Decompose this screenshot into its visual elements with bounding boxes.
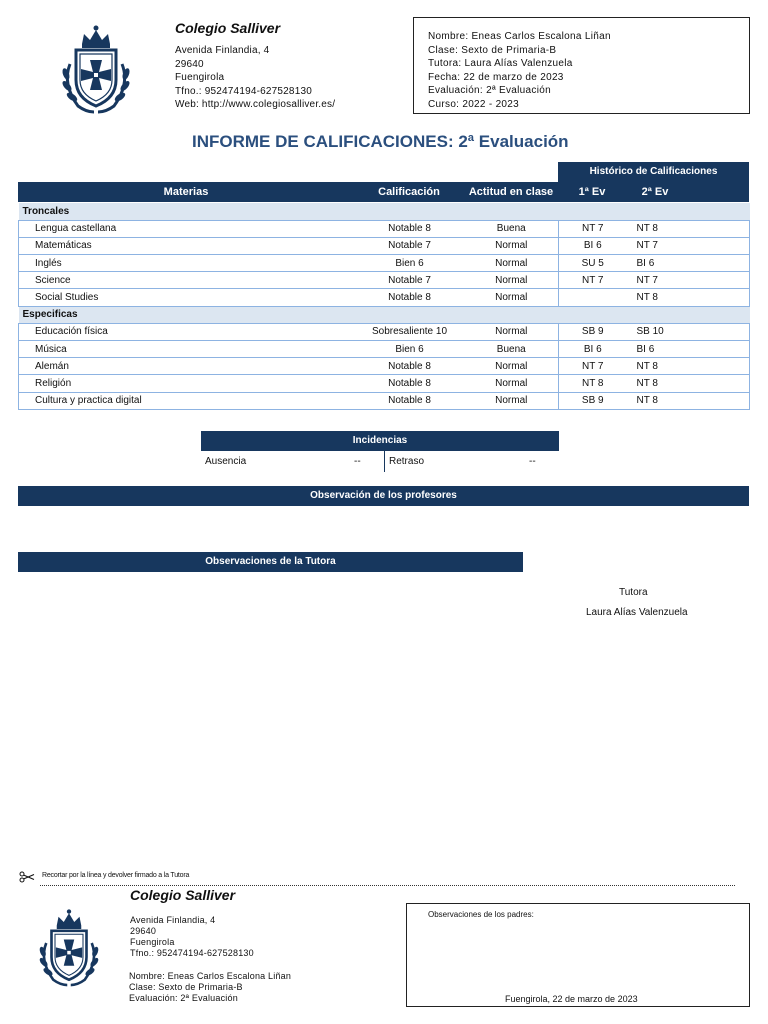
delay-value: -- <box>529 456 536 467</box>
table-row <box>19 375 750 392</box>
table-row <box>19 220 750 237</box>
slip-student-name: Nombre: Eneas Carlos Escalona Liñan <box>129 971 292 981</box>
report-date: Fecha: 22 de marzo de 2023 <box>428 71 564 83</box>
school-city: Fuengirola <box>175 72 225 83</box>
ev2-cell: BI 6 <box>627 341 750 358</box>
grade-cell: Bien 6 <box>355 255 465 272</box>
table-row <box>19 323 750 340</box>
parents-observations-box[interactable] <box>406 903 750 1007</box>
table-row <box>19 358 750 375</box>
slip-phone: Tfno.: 952474194-627528130 <box>130 948 254 958</box>
attitude-cell: Normal <box>465 237 559 254</box>
ev2-cell: NT 8 <box>627 358 750 375</box>
ev2-cell: NT 8 <box>627 375 750 392</box>
subject-cell: Lengua castellana <box>19 220 355 237</box>
school-phone: Tfno.: 952474194-627528130 <box>175 85 312 97</box>
cut-line <box>40 885 735 886</box>
grades-table-header <box>18 182 749 202</box>
ev1-cell: SB 9 <box>559 392 627 409</box>
ev1-cell <box>559 289 627 306</box>
slip-postal-code: 29640 <box>130 926 157 936</box>
grade-cell: Notable 8 <box>355 375 465 392</box>
grade-cell: Notable 8 <box>355 358 465 375</box>
subject-cell: Cultura y practica digital <box>19 392 355 409</box>
section-row <box>19 306 750 323</box>
ev2-cell: NT 8 <box>627 289 750 306</box>
student-info-box <box>413 17 750 114</box>
grade-cell: Bien 6 <box>355 341 465 358</box>
ev2-cell: SB 10 <box>627 323 750 340</box>
slip-evaluation: Evaluación: 2ª Evaluación <box>129 993 238 1003</box>
attitude-cell: Normal <box>465 255 559 272</box>
incidencias-divider <box>384 451 385 472</box>
col-grade: Calificación <box>378 186 440 198</box>
subject-cell: Educación física <box>19 323 355 340</box>
table-row <box>19 255 750 272</box>
table-row <box>19 289 750 306</box>
student-tutor: Tutora: Laura Alías Valenzuela <box>428 58 573 70</box>
evaluation-period: Evaluación: 2ª Evaluación <box>428 85 551 97</box>
ev1-cell: NT 7 <box>559 272 627 289</box>
scissors-icon <box>19 871 35 883</box>
section-name: Troncales <box>19 203 750 220</box>
ev2-cell: NT 7 <box>627 272 750 289</box>
ev1-cell: BI 6 <box>559 341 627 358</box>
signature-name: Laura Alías Valenzuela <box>586 607 688 618</box>
history-header: Histórico de Calificaciones <box>558 162 749 182</box>
slip-city: Fuengirola <box>130 937 175 947</box>
col-ev2: 2ª Ev <box>641 186 669 198</box>
slip-address-block <box>130 915 254 959</box>
attitude-cell: Normal <box>465 358 559 375</box>
tutor-observations-header: Observaciones de la Tutora <box>18 552 523 572</box>
slip-school-name: Colegio Salliver <box>130 887 236 903</box>
section-row <box>19 203 750 220</box>
subject-cell: Social Studies <box>19 289 355 306</box>
attitude-cell: Normal <box>465 289 559 306</box>
subject-cell: Matemáticas <box>19 237 355 254</box>
signature-role: Tutora <box>619 587 648 598</box>
grade-cell: Notable 7 <box>355 237 465 254</box>
school-postal-code: 29640 <box>175 58 204 70</box>
school-address: Avenida Finlandia, 4 <box>175 45 270 56</box>
ev2-cell: NT 8 <box>627 220 750 237</box>
incidencias-header: Incidencias <box>201 431 559 451</box>
table-row <box>19 392 750 409</box>
absence-value: -- <box>354 456 361 467</box>
subject-cell: Alemán <box>19 358 355 375</box>
table-row <box>19 272 750 289</box>
ev1-cell: NT 7 <box>559 358 627 375</box>
ev2-cell: NT 7 <box>627 237 750 254</box>
ev1-cell: NT 7 <box>559 220 627 237</box>
student-class: Clase: Sexto de Primaria-B <box>428 44 557 56</box>
slip-place-date: Fuengirola, 22 de marzo de 2023 <box>505 994 638 1004</box>
table-row <box>19 341 750 358</box>
absence-label: Ausencia <box>205 456 247 467</box>
ev2-cell: BI 6 <box>627 255 750 272</box>
subject-cell: Música <box>19 341 355 358</box>
ev1-cell: BI 6 <box>559 237 627 254</box>
student-name: Nombre: Eneas Carlos Escalona Liñan <box>428 31 611 42</box>
col-attitude: Actitud en clase <box>468 186 554 198</box>
slip-student-block <box>129 971 291 1004</box>
attitude-cell: Normal <box>465 392 559 409</box>
grade-cell: Sobresaliente 10 <box>355 323 465 340</box>
grade-cell: Notable 8 <box>355 289 465 306</box>
teachers-observations-header: Observación de los profesores <box>18 486 749 506</box>
subject-cell: Religión <box>19 375 355 392</box>
ev1-cell: SU 5 <box>559 255 627 272</box>
attitude-cell: Buena <box>465 220 559 237</box>
subject-cell: Science <box>19 272 355 289</box>
school-year: Curso: 2022 - 2023 <box>428 98 520 110</box>
delay-label: Retraso <box>389 456 425 467</box>
ev1-cell: SB 9 <box>559 323 627 340</box>
attitude-cell: Buena <box>465 341 559 358</box>
attitude-cell: Normal <box>465 375 559 392</box>
slip-student-class: Clase: Sexto de Primaria-B <box>129 982 243 992</box>
table-row <box>19 237 750 254</box>
school-name: Colegio Salliver <box>175 20 281 36</box>
attitude-cell: Normal <box>465 272 559 289</box>
school-web-link[interactable]: Web: http://www.colegiosalliver.es/ <box>175 99 336 110</box>
report-title: INFORME DE CALIFICACIONES: 2ª Evaluación <box>192 132 569 151</box>
parents-observations-label: Observaciones de los padres: <box>428 910 534 919</box>
school-crest-logo <box>56 24 136 120</box>
school-address-block <box>175 44 335 112</box>
ev2-cell: NT 8 <box>627 392 750 409</box>
section-name: Especificas <box>19 306 750 323</box>
col-ev1: 1ª Ev <box>578 186 606 198</box>
attitude-cell: Normal <box>465 323 559 340</box>
subject-cell: Inglés <box>19 255 355 272</box>
grade-cell: Notable 7 <box>355 272 465 289</box>
grade-cell: Notable 8 <box>355 220 465 237</box>
ev1-cell: NT 8 <box>559 375 627 392</box>
slip-address: Avenida Finlandia, 4 <box>130 915 216 925</box>
grades-table <box>18 203 750 410</box>
cut-instruction: Recortar por la línea y devolver firmado a la Tutora <box>42 872 190 879</box>
col-subject: Materias <box>163 186 209 198</box>
grade-cell: Notable 8 <box>355 392 465 409</box>
slip-school-crest-logo <box>34 908 104 992</box>
